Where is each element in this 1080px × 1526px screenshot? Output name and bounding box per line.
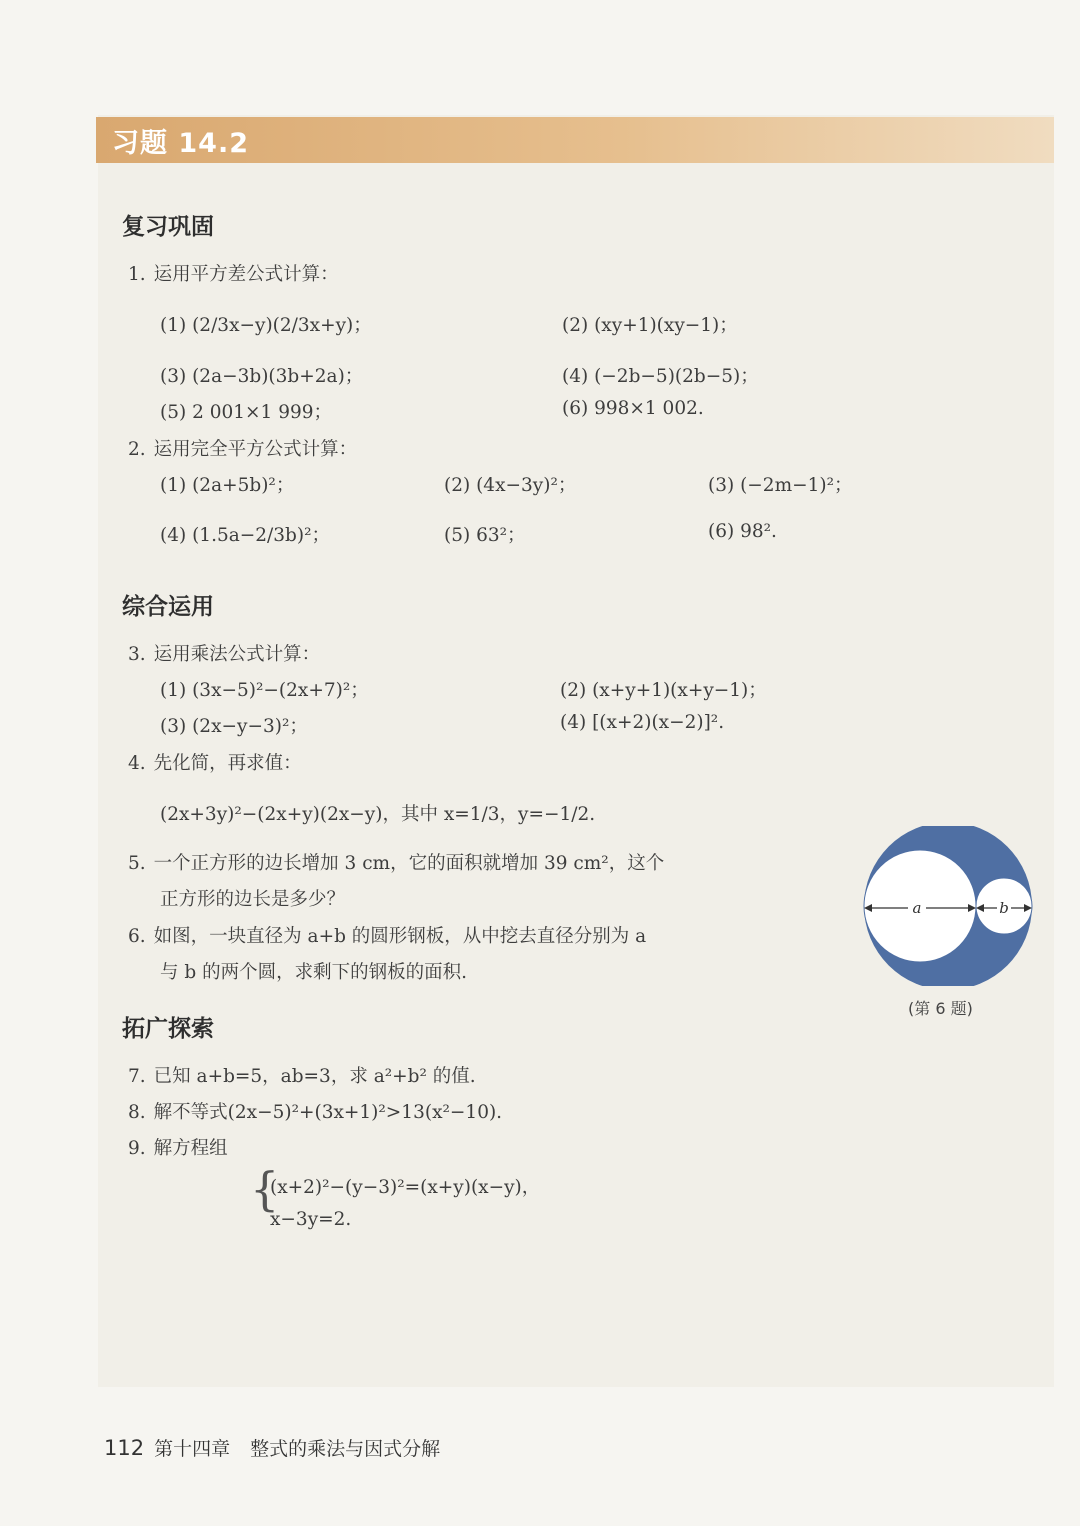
figure-caption: (第 6 题) — [908, 999, 973, 1018]
problem-1-1: (1) (2/3x−y)(2/3x+y)； — [160, 315, 372, 336]
problem-1-4: (4) (−2b−5)(2b−5)； — [562, 366, 759, 387]
problem-2-4: (4) (1.5a−2/3b)²； — [160, 525, 331, 546]
problem-text: 如图，一块直径为 a+b 的圆形钢板，从中挖去直径分别为 a — [153, 926, 647, 947]
problem-4 — [128, 749, 302, 775]
problem-2-6: (6) 98². — [708, 521, 777, 542]
problem-number: 4. — [128, 753, 146, 774]
problem-2-3: (3) (−2m−1)²； — [708, 475, 853, 496]
problem-1 — [128, 260, 339, 286]
problem-number: 5. — [128, 853, 146, 874]
problem-3-1: (1) (3x−5)²−(2x+7)²； — [160, 680, 369, 701]
problem-number: 2. — [128, 439, 146, 460]
problem-number: 1. — [128, 264, 146, 285]
problem-1-3: (3) (2a−3b)(3b+2a)； — [160, 366, 364, 387]
problem-number: 9. — [128, 1138, 146, 1159]
chapter-label: 第十四章 — [154, 1438, 231, 1460]
exercise-title: 习题 14.2 — [112, 128, 250, 159]
problem-2 — [128, 435, 357, 461]
problem-number: 8. — [128, 1102, 146, 1123]
problem-3-4: (4) [(x+2)(x−2)]². — [560, 712, 725, 733]
problem-5 — [128, 849, 664, 875]
label-a: a — [912, 899, 922, 917]
problem-9-equation-2: x−3y=2. — [270, 1209, 352, 1230]
problem-text: 解不等式(2x−5)²+(3x+1)²>13(x²−10). — [153, 1102, 503, 1123]
problem-text: 已知 a+b=5，ab=3，求 a²+b² 的值. — [153, 1066, 476, 1087]
problem-number: 7. — [128, 1066, 146, 1087]
problem-2-1: (1) (2a+5b)²； — [160, 475, 295, 496]
page-number: 112 — [104, 1436, 145, 1460]
problem-9-equation-1: (x+2)²−(y−3)²=(x+y)(x−y)， — [270, 1177, 541, 1198]
problem-number: 3. — [128, 644, 146, 665]
section-explore: 拓广探索 — [122, 1016, 214, 1042]
problem-3-3: (3) (2x−y−3)²； — [160, 716, 308, 737]
system-brace: { — [250, 1162, 280, 1216]
problem-text: 解方程组 — [153, 1138, 228, 1159]
problem-9 — [128, 1134, 228, 1160]
problem-6 — [128, 922, 646, 948]
chapter-title: 整式的乘法与因式分解 — [250, 1438, 441, 1460]
problem-text: 一个正方形的边长增加 3 cm，它的面积就增加 39 cm²，这个 — [153, 853, 665, 874]
section-apply: 综合运用 — [122, 594, 214, 620]
problem-1-2: (2) (xy+1)(xy−1)； — [562, 315, 738, 336]
problem-6-figure — [862, 826, 1034, 986]
problem-6-continued: 与 b 的两个圆，求剩下的钢板的面积. — [160, 962, 467, 983]
problem-4-expression: (2x+3y)²−(2x+y)(2x−y)，其中 x=1/3，y=−1/2. — [160, 804, 596, 825]
problem-2-2: (2) (4x−3y)²； — [444, 475, 577, 496]
problem-5-continued: 正方形的边长是多少？ — [160, 889, 346, 910]
problem-text: 先化简，再求值： — [153, 753, 302, 774]
problem-8 — [128, 1098, 502, 1124]
problem-2-5: (5) 63²； — [444, 525, 526, 546]
problem-text: 运用乘法公式计算： — [153, 644, 321, 665]
problem-1-6: (6) 998×1 002. — [562, 398, 704, 419]
problem-3 — [128, 640, 320, 666]
problem-text: 运用完全平方公式计算： — [153, 439, 358, 460]
problem-3-2: (2) (x+y+1)(x+y−1)； — [560, 680, 767, 701]
problem-7 — [128, 1062, 476, 1088]
section-review: 复习巩固 — [122, 214, 214, 240]
problem-1-5: (5) 2 001×1 999； — [160, 402, 333, 423]
problem-text: 运用平方差公式计算： — [153, 264, 339, 285]
circles-diagram — [862, 826, 1034, 986]
label-b: b — [999, 899, 1009, 917]
problem-number: 6. — [128, 926, 146, 947]
page-footer — [104, 1434, 440, 1461]
